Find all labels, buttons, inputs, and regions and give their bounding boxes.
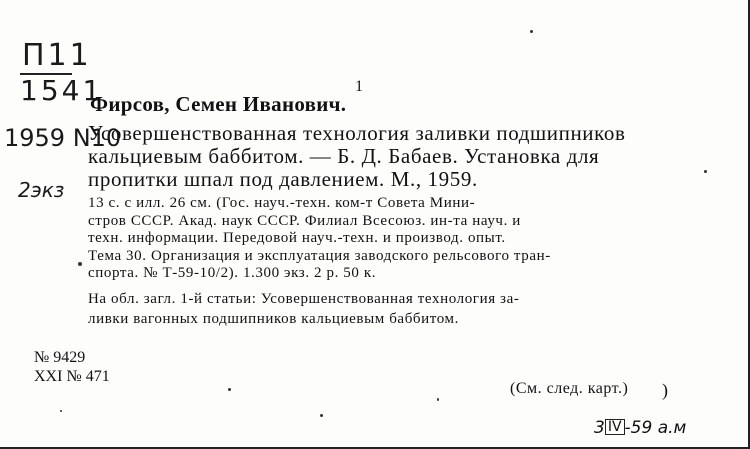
code-suffix: -59 а.м bbox=[624, 418, 687, 438]
handwritten-year-number: 1959 N10 bbox=[4, 124, 122, 152]
code-prefix: 3 bbox=[594, 418, 605, 438]
speck bbox=[78, 262, 82, 266]
code-roman: IV bbox=[605, 419, 625, 435]
shelfmark-top: П11 bbox=[22, 38, 92, 73]
see-next-card: (См. след. карт.) bbox=[510, 380, 629, 397]
shelfmark-bottom: 1541 bbox=[20, 74, 104, 107]
card-number: 1 bbox=[355, 78, 363, 95]
cover-title-note: На обл. загл. 1-й статьи: Усовершенствованная технология за- ливки вагонных подшипников кальциевым баббитом. bbox=[88, 291, 520, 327]
speck bbox=[530, 30, 533, 33]
speck bbox=[704, 170, 707, 173]
closing-bracket: ) bbox=[662, 380, 668, 400]
handwritten-code bbox=[594, 418, 686, 438]
speck bbox=[228, 388, 231, 391]
speck bbox=[437, 398, 439, 401]
author-heading: Фирсов, Семен Иванович. bbox=[90, 92, 347, 116]
speck bbox=[320, 414, 323, 417]
speck bbox=[60, 410, 62, 412]
title-statement: Усовершенствованная технология заливки подшипников кальциевым баббитом. — Б. Д. Бабаев. Установка для пропитки шпал под давлением. М., 1959. bbox=[88, 121, 626, 191]
handwritten-copies: 2экз bbox=[18, 178, 65, 202]
inventory-numbers: № 9429 XXI № 471 bbox=[34, 349, 110, 385]
physical-description: 13 с. с илл. 26 см. (Гос. науч.-техн. ком-т Совета Мини- стров СССР. Акад. наук СССР. Филиал Всесоюз. ин-та науч. и техн. информации. Передовой науч.-техн. и производ. опыт. Тема 30. Организация и эксплуатация заводского рельсового тран- спорта. № Т-59-10/2). 1.300 экз. 2 р. 50 к. bbox=[88, 195, 551, 281]
